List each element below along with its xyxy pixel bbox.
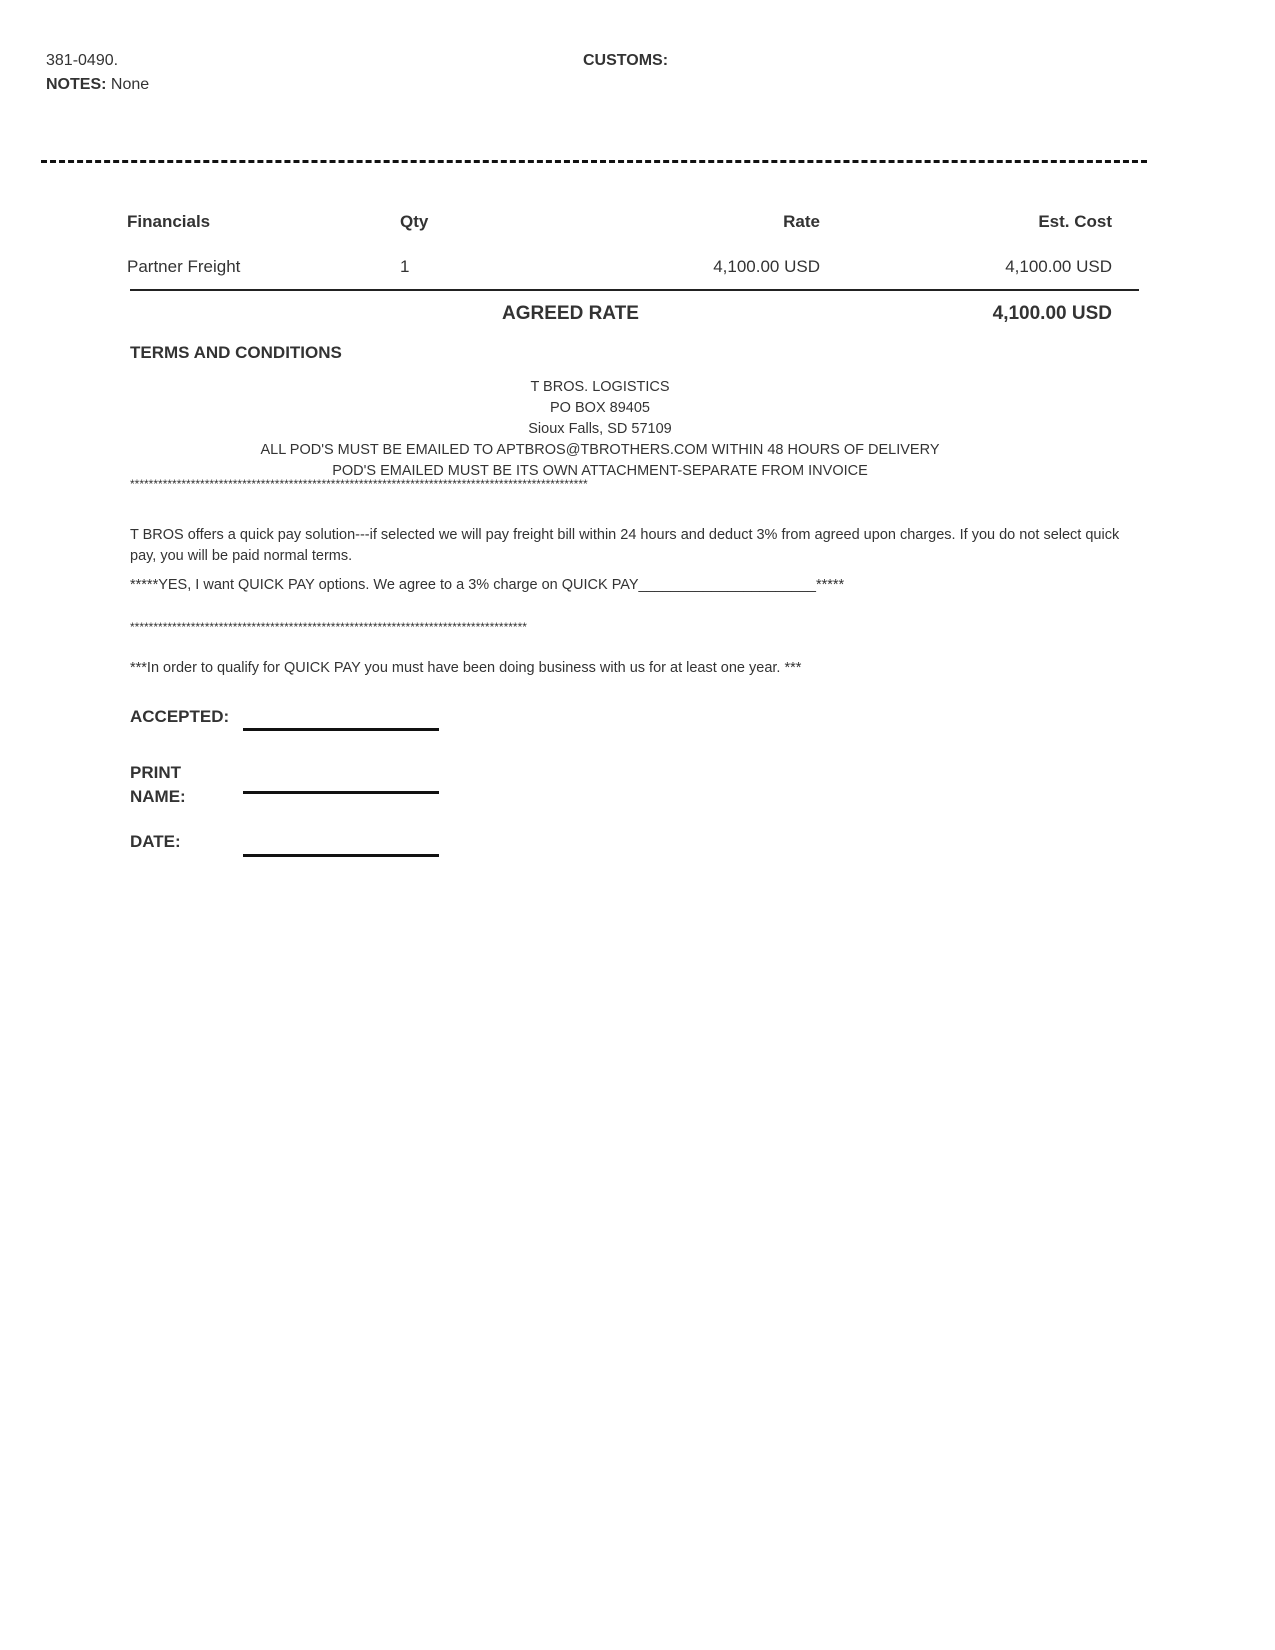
quick-pay-description: T BROS offers a quick pay solution---if selected we will pay freight bill within 24 hours and deduct 3% from agreed upon charges. If you do not select quick pay, you will be paid normal terms. — [130, 527, 1120, 564]
address-line: ALL POD'S MUST BE EMAILED TO APTBROS@TBROTHERS.COM WITHIN 48 HOURS OF DELIVERY — [260, 442, 940, 458]
row-rate: 4,100.00 USD — [713, 257, 820, 276]
terms-heading: TERMS AND CONDITIONS — [130, 343, 342, 362]
phone-fragment: 381-0490. — [46, 52, 119, 69]
accepted-signature-line[interactable] — [243, 728, 439, 731]
quick-pay-qualification: ***In order to qualify for QUICK PAY you must have been doing business with us for at least one year. *** — [130, 660, 802, 676]
address-line: Sioux Falls, SD 57109 — [528, 421, 672, 437]
print-name-label-line1: PRINT — [130, 763, 181, 782]
notes-line — [46, 76, 149, 94]
address-line: PO BOX 89405 — [550, 400, 650, 416]
date-label: DATE: — [130, 832, 181, 851]
notes-label: NOTES: — [46, 76, 107, 93]
header-rate: Rate — [783, 212, 820, 231]
stars-separator: ************************************************************************************* — [130, 620, 527, 634]
header-est-cost: Est. Cost — [1038, 212, 1112, 231]
agreed-rate-label: AGREED RATE — [502, 303, 639, 324]
table-rule — [130, 289, 1139, 291]
notes-value: None — [110, 76, 150, 93]
quick-pay-option: *****YES, I want QUICK PAY options. We agree to a 3% charge on QUICK PAY______________________***** — [130, 577, 845, 593]
print-name-line[interactable] — [243, 791, 439, 794]
address-line: T BROS. LOGISTICS — [530, 379, 670, 395]
header-qty: Qty — [400, 212, 429, 231]
dashed-divider — [41, 160, 1147, 163]
customs-label: CUSTOMS: — [583, 52, 669, 69]
row-item: Partner Freight — [127, 257, 241, 276]
row-qty: 1 — [400, 257, 410, 276]
print-name-label — [130, 761, 186, 809]
date-line[interactable] — [243, 854, 439, 857]
row-cost: 4,100.00 USD — [1005, 257, 1112, 276]
agreed-rate-value: 4,100.00 USD — [992, 303, 1112, 324]
address-line: POD'S EMAILED MUST BE ITS OWN ATTACHMENT-SEPARATE FROM INVOICE — [332, 463, 868, 479]
print-name-label-line2: NAME: — [130, 787, 186, 806]
stars-separator: ************************************************************************************************** — [130, 477, 588, 491]
accepted-label: ACCEPTED: — [130, 707, 230, 726]
company-address-block — [130, 377, 1070, 482]
header-financials: Financials — [127, 212, 211, 231]
